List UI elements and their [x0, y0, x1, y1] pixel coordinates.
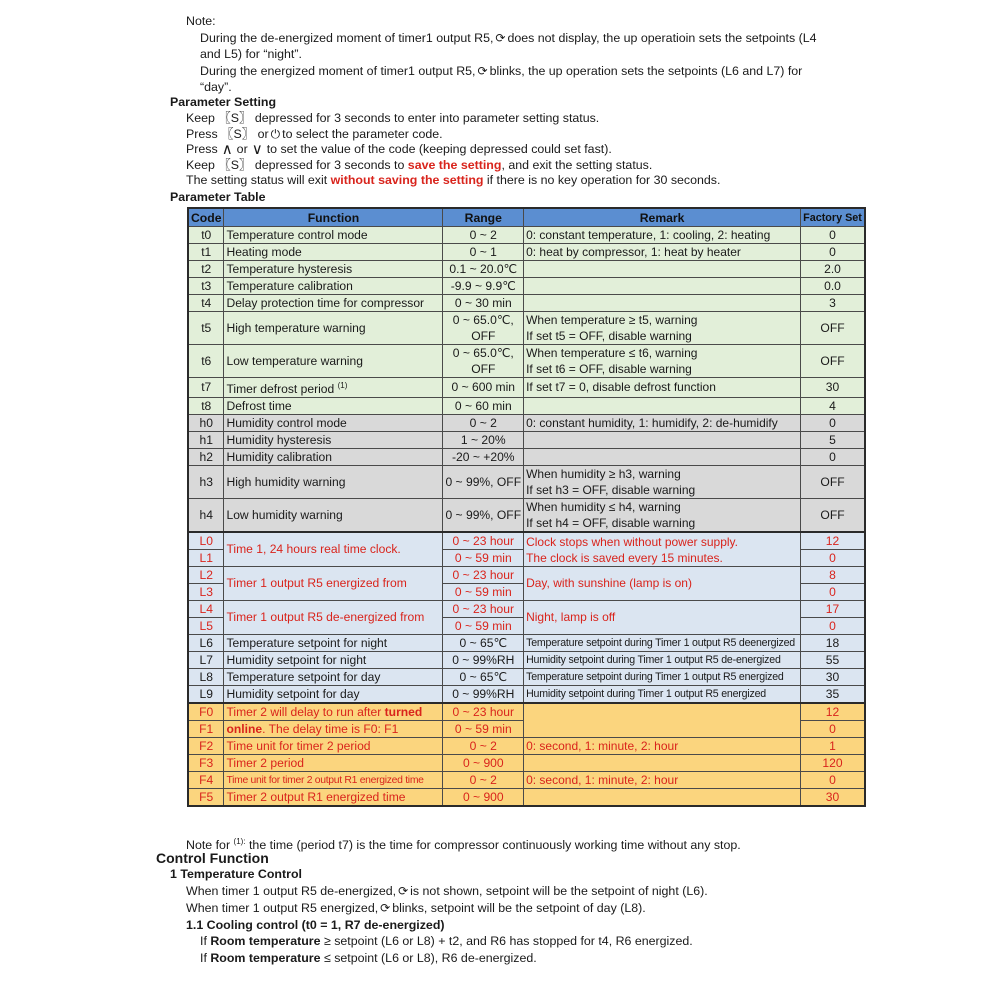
- header-code: Code: [188, 208, 224, 227]
- cell-code: L0: [188, 532, 224, 550]
- table-row: [188, 432, 865, 449]
- cell-range: 1 ~ 20%: [443, 432, 524, 449]
- cell-function: Timer defrost period $^{(1)}$: [224, 378, 443, 398]
- cell-function: Humidity control mode: [224, 415, 443, 432]
- cell-function: Defrost time: [224, 398, 443, 415]
- power-icon: ⏻: [270, 127, 281, 141]
- cell-remark: Clock stops when without power supply. The clock is saved every 15 minutes.: [524, 532, 801, 567]
- table-row: [188, 278, 865, 295]
- cell-factory-set: 0: [801, 618, 865, 635]
- cell-remark: [524, 261, 801, 278]
- cooling-line-2: If Room temperature ≤ setpoint (L6 or L8), R6 de-energized.: [200, 951, 537, 965]
- note-line-1-cont: and L5) for “night”.: [200, 47, 302, 61]
- cell-function: Time unit for timer 2 output R1 energized time: [224, 772, 443, 789]
- cell-range: 0 ~ 2: [443, 738, 524, 755]
- cell-code: t2: [188, 261, 224, 278]
- cell-code: t6: [188, 345, 224, 378]
- table-row: [188, 227, 865, 244]
- cell-factory-set: OFF: [801, 499, 865, 533]
- cell-range: 0 ~ 99%RH: [443, 652, 524, 669]
- cell-remark: When humidity ≤ h4, warning If set h4 = OFF, disable warning: [524, 499, 801, 533]
- table-row: [188, 601, 865, 618]
- cell-code: t5: [188, 312, 224, 345]
- cell-remark: 0: second, 1: minute, 2: hour: [524, 738, 801, 755]
- cell-remark: Night, lamp is off: [524, 601, 801, 635]
- cell-function: Temperature calibration: [224, 278, 443, 295]
- cell-code: h4: [188, 499, 224, 533]
- cell-range: 0 ~ 2: [443, 772, 524, 789]
- table-row: [188, 567, 865, 584]
- cell-remark: 0: constant humidity, 1: humidify, 2: de-humidify: [524, 415, 801, 432]
- table-header-row: [188, 208, 865, 227]
- table-row: [188, 772, 865, 789]
- table-row: [188, 686, 865, 704]
- cell-code: F2: [188, 738, 224, 755]
- cell-function: High humidity warning: [224, 466, 443, 499]
- down-arrow-icon: ∨: [251, 141, 263, 158]
- cell-remark: [524, 449, 801, 466]
- cell-remark: [524, 398, 801, 415]
- cooling-line-1: If Room temperature ≥ setpoint (L6 or L8) + t2, and R6 has stopped for t4, R6 energized.: [200, 934, 693, 948]
- cell-range: 0 ~ 23 hour: [443, 567, 524, 584]
- cell-factory-set: 0: [801, 244, 865, 261]
- cell-code: h1: [188, 432, 224, 449]
- cell-factory-set: 8: [801, 567, 865, 584]
- cell-remark: Temperature setpoint during Timer 1 output R5 deenergized: [524, 635, 801, 652]
- cell-range: 0 ~ 600 min: [443, 378, 524, 398]
- cell-code: F1: [188, 721, 224, 738]
- cell-factory-set: 12: [801, 703, 865, 721]
- cell-function: Low humidity warning: [224, 499, 443, 533]
- cell-remark: Humidity setpoint during Timer 1 output R5 de-energized: [524, 652, 801, 669]
- cell-range: 0 ~ 23 hour: [443, 532, 524, 550]
- cell-function: online. The delay time is F0: F1: [224, 721, 443, 738]
- table-row: [188, 635, 865, 652]
- cell-function: Timer 2 period: [224, 755, 443, 772]
- cell-factory-set: 55: [801, 652, 865, 669]
- up-arrow-icon: ∧: [221, 141, 233, 158]
- cell-range: 0 ~ 65℃: [443, 635, 524, 652]
- cell-function: Time 1, 24 hours real time clock.: [224, 532, 443, 567]
- setting-line-4: Keep 〖S〗 depressed for 3 seconds to save the setting, and exit the setting status.: [186, 158, 653, 172]
- cell-remark: Temperature setpoint during Timer 1 output R5 energized: [524, 669, 801, 686]
- table-row: [188, 378, 865, 398]
- control-line-2: When timer 1 output R5 energized, ⟳ blinks, setpoint will be the setpoint of day (L8).: [186, 901, 646, 915]
- cell-factory-set: OFF: [801, 345, 865, 378]
- cell-range: 0 ~ 900: [443, 789, 524, 807]
- cell-factory-set: 18: [801, 635, 865, 652]
- cell-factory-set: 0.0: [801, 278, 865, 295]
- table-row: [188, 652, 865, 669]
- cell-function: Temperature setpoint for night: [224, 635, 443, 652]
- table-row: [188, 295, 865, 312]
- table-row: [188, 499, 865, 533]
- cell-code: h3: [188, 466, 224, 499]
- cell-range: 0 ~ 30 min: [443, 295, 524, 312]
- cell-factory-set: 12: [801, 532, 865, 550]
- cell-code: L8: [188, 669, 224, 686]
- cell-code: L7: [188, 652, 224, 669]
- parameter-table-heading: Parameter Table: [170, 190, 266, 204]
- table-row: [188, 738, 865, 755]
- table-row: [188, 261, 865, 278]
- cell-remark: 0: heat by compressor, 1: heat by heater: [524, 244, 801, 261]
- cell-function: Temperature setpoint for day: [224, 669, 443, 686]
- cell-function: Timer 1 output R5 de-energized from: [224, 601, 443, 635]
- timer-clock-icon: ⟳: [495, 31, 506, 45]
- cell-function: Humidity calibration: [224, 449, 443, 466]
- cooling-control-subheading: 1.1 Cooling control (t0 = 1, R7 de-energized): [186, 918, 445, 932]
- cell-factory-set: 30: [801, 789, 865, 807]
- cell-factory-set: OFF: [801, 466, 865, 499]
- cell-factory-set: 17: [801, 601, 865, 618]
- cell-factory-set: 4: [801, 398, 865, 415]
- cell-code: F4: [188, 772, 224, 789]
- cell-function: Temperature hysteresis: [224, 261, 443, 278]
- table-row: [188, 312, 865, 345]
- cell-range: 0 ~ 900: [443, 755, 524, 772]
- timer-clock-icon: ⟳: [398, 884, 409, 898]
- cell-function: Low temperature warning: [224, 345, 443, 378]
- cell-code: t3: [188, 278, 224, 295]
- header-function: Function: [224, 208, 443, 227]
- cell-remark: [524, 295, 801, 312]
- cell-factory-set: 0: [801, 721, 865, 738]
- setting-line-5: The setting status will exit without saving the setting if there is no key operation for 30 seconds.: [186, 173, 721, 187]
- cell-remark: [524, 278, 801, 295]
- cell-remark: [524, 432, 801, 449]
- cell-code: L2: [188, 567, 224, 584]
- table-footnote: Note for $^{(1):}$ the time (period t7) is the time for compressor continuously working time without any stop.: [186, 837, 741, 853]
- parameter-table: [187, 207, 866, 807]
- cell-function: Delay protection time for compressor: [224, 295, 443, 312]
- cell-remark: [524, 789, 801, 807]
- cell-range: 0 ~ 59 min: [443, 550, 524, 567]
- table-row: [188, 669, 865, 686]
- cell-code: h0: [188, 415, 224, 432]
- cell-function: Timer 1 output R5 energized from: [224, 567, 443, 601]
- table-row: [188, 703, 865, 721]
- cell-code: L6: [188, 635, 224, 652]
- cell-range: 0 ~ 59 min: [443, 618, 524, 635]
- cell-range: 0 ~ 99%RH: [443, 686, 524, 704]
- cell-function: Humidity hysteresis: [224, 432, 443, 449]
- cell-factory-set: 120: [801, 755, 865, 772]
- control-function-heading: Control Function: [156, 850, 269, 866]
- table-row: [188, 755, 865, 772]
- temperature-control-subheading: 1 Temperature Control: [170, 867, 302, 881]
- cell-factory-set: 5: [801, 432, 865, 449]
- cell-factory-set: 1: [801, 738, 865, 755]
- cell-function: Humidity setpoint for day: [224, 686, 443, 704]
- cell-range: 0 ~ 65.0℃, OFF: [443, 345, 524, 378]
- cell-code: t1: [188, 244, 224, 261]
- cell-remark: If set t7 = 0, disable defrost function: [524, 378, 801, 398]
- table-row: [188, 466, 865, 499]
- cell-factory-set: 3: [801, 295, 865, 312]
- cell-code: L3: [188, 584, 224, 601]
- table-row: [188, 789, 865, 807]
- timer-clock-icon: ⟳: [477, 64, 488, 78]
- timer-clock-icon: ⟳: [380, 901, 391, 915]
- cell-code: F3: [188, 755, 224, 772]
- cell-range: 0 ~ 59 min: [443, 584, 524, 601]
- cell-function: Temperature control mode: [224, 227, 443, 244]
- cell-code: h2: [188, 449, 224, 466]
- cell-range: 0 ~ 23 hour: [443, 601, 524, 618]
- cell-code: F0: [188, 703, 224, 721]
- note-label: Note:: [186, 14, 216, 28]
- cell-factory-set: 0: [801, 227, 865, 244]
- cell-factory-set: 0: [801, 584, 865, 601]
- cell-range: 0 ~ 65.0℃, OFF: [443, 312, 524, 345]
- cell-code: t0: [188, 227, 224, 244]
- cell-factory-set: OFF: [801, 312, 865, 345]
- cell-range: -9.9 ~ 9.9℃: [443, 278, 524, 295]
- cell-code: F5: [188, 789, 224, 807]
- cell-function: Humidity setpoint for night: [224, 652, 443, 669]
- cell-range: 0 ~ 59 min: [443, 721, 524, 738]
- cell-remark: 0: second, 1: minute, 2: hour: [524, 772, 801, 789]
- cell-code: L4: [188, 601, 224, 618]
- note-line-2: During the energized moment of timer1 output R5, ⟳ blinks, the up operation sets the setpoints (L6 and L7) for: [200, 64, 803, 78]
- cell-factory-set: 30: [801, 378, 865, 398]
- header-remark: Remark: [524, 208, 801, 227]
- cell-remark: When temperature ≥ t5, warning If set t5 = OFF, disable warning: [524, 312, 801, 345]
- parameter-setting-heading: Parameter Setting: [170, 95, 277, 109]
- cell-remark: When humidity ≥ h3, warning If set h3 = OFF, disable warning: [524, 466, 801, 499]
- header-factory-set: Factory Set: [801, 208, 865, 227]
- cell-remark: Day, with sunshine (lamp is on): [524, 567, 801, 601]
- cell-function: Timer 2 will delay to run after turned: [224, 703, 443, 721]
- cell-factory-set: 2.0: [801, 261, 865, 278]
- cell-range: 0 ~ 65℃: [443, 669, 524, 686]
- note-line-1: During the de-energized moment of timer1 output R5, ⟳ does not display, the up operatioin sets the setpoints (L4: [200, 31, 817, 45]
- cell-remark: [524, 703, 801, 738]
- cell-code: L9: [188, 686, 224, 704]
- cell-code: L5: [188, 618, 224, 635]
- cell-code: t4: [188, 295, 224, 312]
- table-row: [188, 244, 865, 261]
- setting-line-2: Press 〖S〗 or ⏻ to select the parameter code.: [186, 127, 443, 141]
- note-line-2-cont: “day”.: [200, 80, 232, 94]
- cell-remark: Humidity setpoint during Timer 1 output R5 energized: [524, 686, 801, 704]
- cell-remark: [524, 755, 801, 772]
- setting-line-3: Press ∧ or ∨ to set the value of the code (keeping depressed could set fast).: [186, 141, 612, 158]
- header-range: Range: [443, 208, 524, 227]
- cell-range: 0.1 ~ 20.0℃: [443, 261, 524, 278]
- cell-remark: 0: constant temperature, 1: cooling, 2: heating: [524, 227, 801, 244]
- table-row: [188, 398, 865, 415]
- table-row: [188, 415, 865, 432]
- cell-remark: When temperature ≤ t6, warning If set t6 = OFF, disable warning: [524, 345, 801, 378]
- cell-range: 0 ~ 23 hour: [443, 703, 524, 721]
- cell-range: 0 ~ 2: [443, 227, 524, 244]
- cell-range: 0 ~ 2: [443, 415, 524, 432]
- cell-code: t7: [188, 378, 224, 398]
- cell-factory-set: 35: [801, 686, 865, 704]
- cell-code: L1: [188, 550, 224, 567]
- cell-factory-set: 30: [801, 669, 865, 686]
- cell-function: Time unit for timer 2 period: [224, 738, 443, 755]
- cell-function: Heating mode: [224, 244, 443, 261]
- cell-function: Timer 2 output R1 energized time: [224, 789, 443, 807]
- control-line-1: When timer 1 output R5 de-energized, ⟳ is not shown, setpoint will be the setpoint of night (L6).: [186, 884, 708, 898]
- table-row: [188, 449, 865, 466]
- cell-factory-set: 0: [801, 415, 865, 432]
- cell-range: -20 ~ +20%: [443, 449, 524, 466]
- cell-factory-set: 0: [801, 449, 865, 466]
- cell-range: 0 ~ 1: [443, 244, 524, 261]
- setting-line-1: Keep 〖S〗 depressed for 3 seconds to enter into parameter setting status.: [186, 111, 600, 125]
- cell-function: High temperature warning: [224, 312, 443, 345]
- cell-range: 0 ~ 60 min: [443, 398, 524, 415]
- cell-factory-set: 0: [801, 550, 865, 567]
- table-row: [188, 345, 865, 378]
- cell-code: t8: [188, 398, 224, 415]
- cell-factory-set: 0: [801, 772, 865, 789]
- cell-range: 0 ~ 99%, OFF: [443, 499, 524, 533]
- cell-range: 0 ~ 99%, OFF: [443, 466, 524, 499]
- table-row: [188, 532, 865, 550]
